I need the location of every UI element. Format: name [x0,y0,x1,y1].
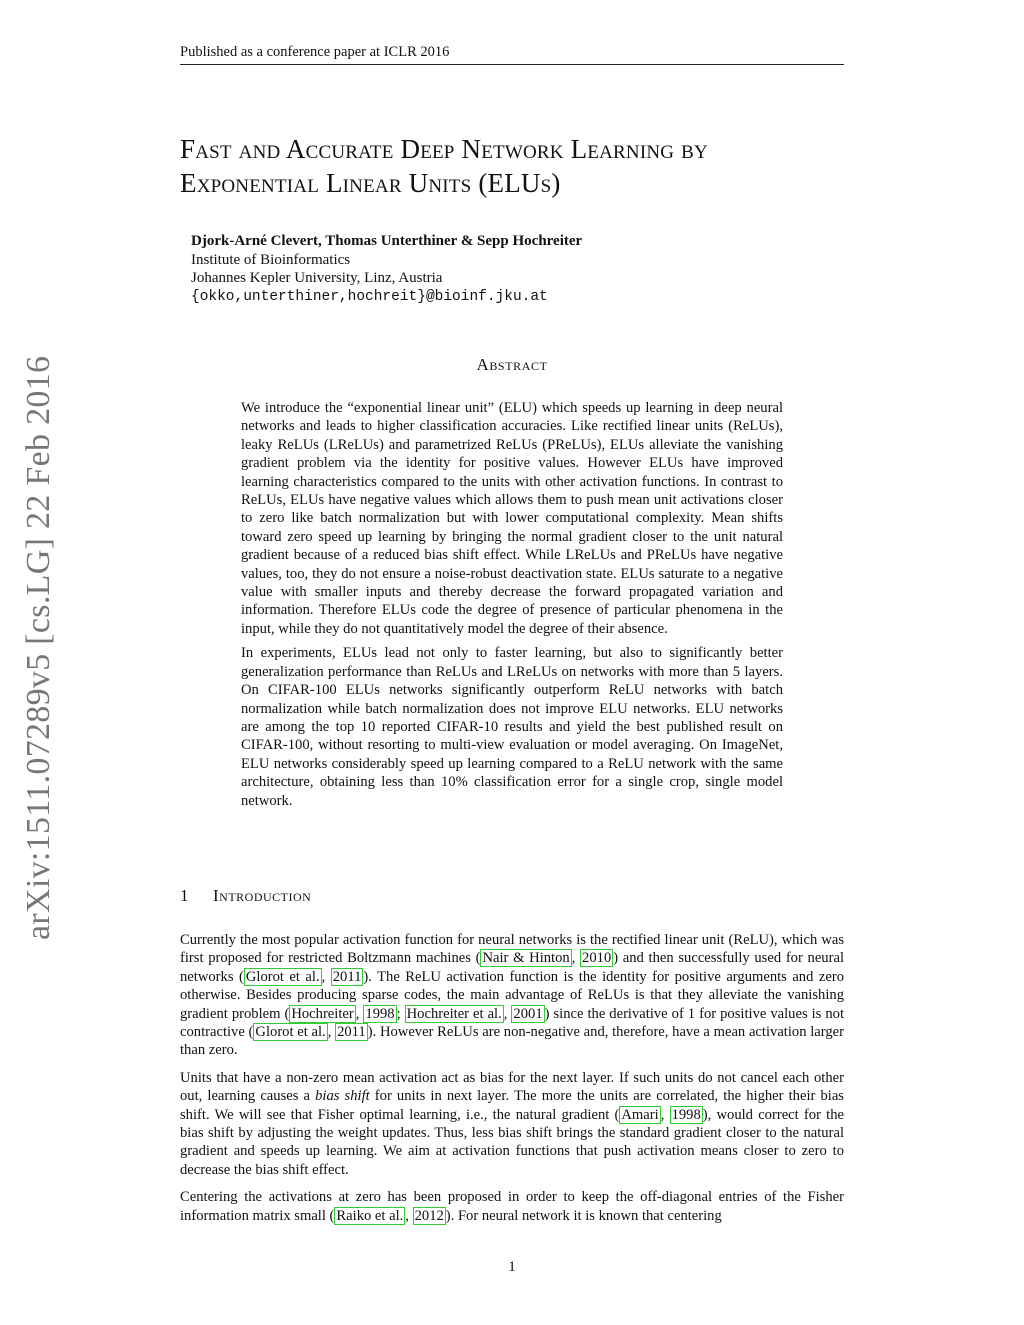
abstract-body [241,399,783,816]
citation-link[interactable]: 1998 [671,1106,701,1123]
introduction-body [180,931,844,1234]
citation-link[interactable]: Glorot et al. [255,1024,326,1041]
author-block [191,232,831,306]
author-names: Djork-Arné Clevert, Thomas Unterthiner & Sepp Hochreiter [191,233,583,249]
citation-link[interactable]: Amari [621,1106,659,1123]
intro-paragraph-1: Currently the most popular activation function for neural networks is the rectified linear unit (ReLU), which was first proposed for restricted Boltzmann machines ( Nair & Hinton , 2010 ) and then successfully used for neural networks ( Glorot et al. , 2011 ). The ReLU activation function is the identity for positive arguments and zero otherwise. Besides producing sparse codes, the main advantage of ReLUs is that they alleviate the vanishing gradient problem ( Hochreiter , 1998 ; Hochreiter et al. , 2001 ) since the derivative of 1 for positive values is not contractive ( Glorot et al. , 2011 ). However ReLUs are non-negative and, therefore, have a mean activation larger than zero. [180,932,845,1059]
intro-paragraph-2: Units that have a non-zero mean activation act as bias for the next layer. If such units do not cancel each other out, learning causes a bias shift for units in next layer. The more the units are correlated, the higher their bias shift. We will see that Fisher optimal learning, i.e., the natural gradient ( Amari , 1998 ), would correct for the bias shift by adjusting the weight updates. Thus, less bias shift brings the standard gradient closer to the natural gradient and speeds up learning. We aim at activation functions that push activation means closer to zero to decrease the bias shift effect. [180,1069,844,1178]
emphasis-bias-shift: bias shift [315,1088,370,1105]
citation-link[interactable]: 2001 [513,1005,543,1022]
citation-link[interactable]: Hochreiter et al. [406,1005,502,1022]
citation-link[interactable]: Nair & Hinton [482,950,570,967]
citation-link[interactable]: 2011 [337,1024,366,1041]
author-email: {okko,unterthiner,hochreit}@bioinf.jku.at [191,288,548,305]
abstract-heading: Abstract [476,355,548,374]
citation-link[interactable]: 2011 [332,968,362,985]
citation-link[interactable]: 2010 [582,950,612,967]
citation-link[interactable]: 1998 [365,1005,395,1022]
section-number: 1 [180,886,189,905]
intro-paragraph-3: Centering the activations at zero has been proposed in order to keep the off-diagonal entries of the Fisher information matrix small ( Raiko et al. , 2012 ). For neural network it is known that centering [180,1189,844,1224]
running-header: Published as a conference paper at ICLR 2016 [180,44,844,65]
citation-link[interactable]: Raiko et al. [336,1207,404,1224]
abstract-paragraph-2: In experiments, ELUs lead not only to faster learning, but also to significantly better generalization performance than ReLUs and LReLUs on networks with more than 5 layers. On CIFAR-100 ELUs networks significantly outperform ReLU networks with batch normalization while batch normalization does not improve ELU networks. ELU networks are among the top 10 reported CIFAR-10 results and yield the best published result on CIFAR-100, without resorting to multi-view evaluation or model averaging. On ImageNet, ELU networks considerably speed up learning compared to a ReLU network with the same architecture, obtaining less than 10% classification error for a single crop, single model network. [241,645,783,809]
citation-link[interactable]: Glorot et al. [245,968,320,985]
citation-link[interactable]: 2012 [414,1207,444,1224]
title-line-2: Exponential Linear Units (ELUs) [180,168,561,198]
abstract-paragraph-1: We introduce the “exponential linear unit” (ELU) which speeds up learning in deep neural networks and leads to higher classification accuracies. Like rectified linear units (ReLUs), leaky ReLUs (LReLUs) and parametrized ReLUs (PReLUs), ELUs alleviate the vanishing gradient problem via the identity for positive values. However ELUs have improved learning characteristics compared to the units with other activation functions. In contrast to ReLUs, ELUs have negative values which allows them to push mean unit activations closer to zero like batch normalization but with lower computational complexity. Mean shifts toward zero speed up learning by bringing the normal gradient closer to the unit natural gradient because of a reduced bias shift effect. While LReLUs and PReLUs have negative values, too, they do not ensure a noise-robust deactivation state. ELUs saturate to a negative value with smaller inputs and thereby decrease the forward propagated variation and information. Therefore ELUs code the degree of presence of particular phenomena in the input, while they do not quantitatively model the degree of their absence. [241,400,783,637]
arxiv-identifier-stamp: arXiv:1511.07289v5 [cs.LG] 22 Feb 2016 [20,355,57,940]
section-title: Introduction [213,886,312,905]
title-line-1: Fast and Accurate Deep Network Learning by [180,134,708,164]
paper-title [180,132,860,200]
author-institute: Institute of Bioinformatics [191,251,351,268]
section-heading-introduction [180,886,844,906]
page-number: 1 [508,1259,516,1275]
citation-link[interactable]: Hochreiter [291,1005,354,1022]
author-university: Johannes Kepler University, Linz, Austria [191,270,443,286]
